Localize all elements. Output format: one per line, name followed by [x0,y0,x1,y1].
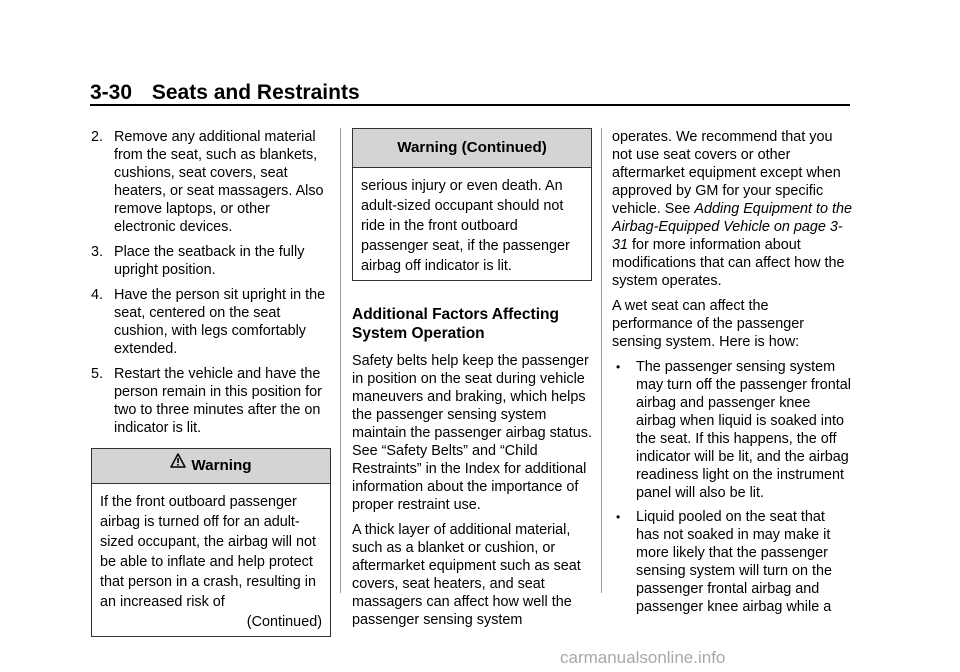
paragraph: Safety belts help keep the passenger in position on the seat during vehicle maneuvers and braking, which helps the passenger sensing system maintain the passenger airbag status. See “Safety Belts” and “Child Restraints” in the Index for additional information about the importance of proper restraint use. [352,353,592,513]
column-divider [601,128,602,593]
warning-body [353,168,591,280]
warning-triangle-icon [170,447,186,481]
paragraph-text: for more information about modifications that can affect how the system operates. [612,237,845,289]
paragraph: A thick layer of additional material, such as a blanket or cushion, or aftermarket equipment such as seat covers, seat heaters, and seat massagers can affect how well the passenger sensing system [352,522,581,628]
paragraph: A wet seat can affect the performance of the passenger sensing system. Here is how: [612,298,804,350]
paragraph [612,128,852,290]
section-heading: Additional Factors Affecting System Operation [352,306,559,342]
warning-body [92,484,330,636]
step-number: 2. [91,129,104,145]
warning-header [92,449,330,484]
warning-text: serious injury or even death. An adult-sized occupant should not ride in the front outboard passenger seat, if the passenger airbag off indicator is lit. [361,178,570,274]
step-number: 5. [91,366,104,382]
page-header [90,80,360,106]
bullet-text: Liquid pooled on the seat that has not soaked in may make it more likely that the passenger sensing system will turn on the passenger frontal airbag and passenger knee airbag while a [636,509,832,615]
warning-text: If the front outboard passenger airbag is turned off for an adult-sized occupant, the airbag will not be able to inflate and help protect that person in a crash, resulting in an increased risk of [100,494,316,610]
column-divider [340,128,341,593]
watermark: carmanualsonline.info [560,648,726,667]
step-text: Remove any additional material from the seat, such as blankets, cushions, seat covers, seat heaters, or seat massagers. Also remove laptops, or other electronic devices. [114,129,324,235]
step-item [91,243,331,279]
step-text: Restart the vehicle and have the person remain in this position for two to three minutes after the on indicator is lit. [114,366,322,436]
warning-box-continued [352,128,592,281]
bullet-icon: • [616,360,621,374]
continued-label: (Continued) [246,614,322,630]
warning-header: Warning (Continued) [353,129,591,168]
bullet-item [612,358,852,502]
warning-title: Warning [191,457,252,475]
paragraph-text: operates. We recommend that you not use seat covers or other aftermarket equipment except when approved by GM for your specific vehicle. See [612,129,841,217]
header-rule [90,104,850,106]
bullet-icon: • [616,510,621,524]
warning-box [91,448,331,637]
step-item [91,365,331,437]
step-text: Place the seatback in the fully upright position. [114,244,305,278]
cross-reference-link[interactable]: Adding Equipment to the Airbag-Equipped Vehicle on page 3-31 [612,201,853,253]
step-number: 4. [91,287,104,303]
section-title: Seats and Restraints [151,81,360,104]
page-number: 3-30 [90,81,133,104]
column-2 [352,128,592,636]
column-3 [612,128,852,622]
bullet-text: The passenger sensing system may turn off the passenger frontal airbag and passenger knee airbag when liquid is soaked into the seat. If this happens, the off indicator will be lit, and the airbag readiness light on the instrument panel will also be lit. [636,359,851,501]
step-item [91,286,331,358]
step-text: Have the person sit upright in the seat, centered on the seat cushion, with legs comfortably extended. [114,287,326,357]
bullet-item [612,508,852,616]
step-item [91,128,331,236]
step-number: 3. [91,244,104,260]
column-1 [91,128,331,637]
